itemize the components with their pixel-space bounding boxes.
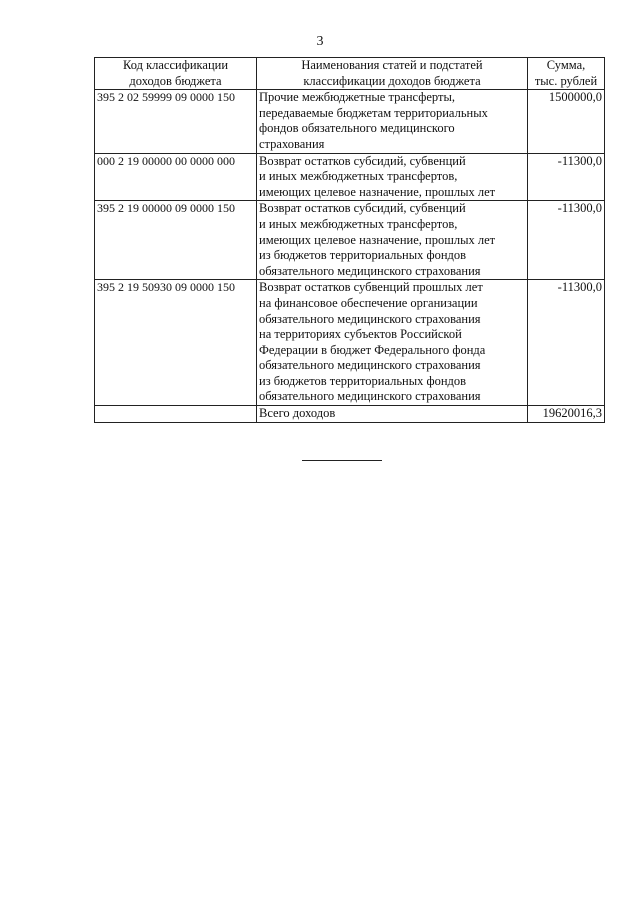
row-name xyxy=(257,153,528,201)
header-name xyxy=(257,58,528,90)
header-name-line: классификации доходов бюджета xyxy=(303,73,481,88)
row-code: 395 2 02 59999 09 0000 150 xyxy=(95,90,257,153)
header-code-line: Код классификации xyxy=(122,58,229,72)
row-name-line: на финансовое обеспечение организации xyxy=(259,295,478,310)
row-name-line: обязательного медицинского страхования xyxy=(259,389,481,404)
table-row xyxy=(95,153,605,201)
row-name-line: фондов обязательного медицинского xyxy=(259,121,455,136)
table-row xyxy=(95,201,605,280)
row-sum: -11300,0 xyxy=(528,153,605,201)
row-name-line: имеющих целевое назначение, прошлых лет xyxy=(259,232,496,247)
row-name-line: обязательного медицинского страхования xyxy=(259,358,481,373)
header-code xyxy=(95,58,257,90)
total-row xyxy=(95,406,605,423)
row-name-line: Возврат остатков субвенций прошлых лет xyxy=(259,280,483,295)
row-name-line: и иных межбюджетных трансфертов, xyxy=(259,169,458,184)
row-name-line: имеющих целевое назначение, прошлых лет xyxy=(259,184,496,199)
row-name xyxy=(257,280,528,406)
table-header-row xyxy=(95,58,605,90)
row-name-line: Федерации в бюджет Федерального фонда xyxy=(259,342,486,357)
header-sum-line: Сумма, xyxy=(546,58,586,72)
row-sum: -11300,0 xyxy=(528,201,605,280)
row-name-line: обязательного медицинского страхования xyxy=(259,311,481,326)
row-sum: -11300,0 xyxy=(528,280,605,406)
row-code: 395 2 19 50930 09 0000 150 xyxy=(95,280,257,406)
total-code-empty xyxy=(95,406,257,423)
row-name xyxy=(257,90,528,153)
row-name-line: и иных межбюджетных трансфертов, xyxy=(259,216,458,231)
budget-income-table xyxy=(94,57,605,423)
row-code: 395 2 19 00000 09 0000 150 xyxy=(95,201,257,280)
row-name xyxy=(257,201,528,280)
header-sum xyxy=(528,58,605,90)
row-name-line: из бюджетов территориальных фондов xyxy=(259,248,467,263)
total-sum: 19620016,3 xyxy=(528,406,605,423)
total-label: Всего доходов xyxy=(257,406,528,423)
header-code-line: доходов бюджета xyxy=(129,73,222,88)
row-name-line: передаваемые бюджетам территориальных xyxy=(259,105,488,120)
row-name-line: обязательного медицинского страхования xyxy=(259,263,481,278)
row-name-line: на территориях субъектов Российской xyxy=(259,327,462,342)
table-row xyxy=(95,280,605,406)
row-name-line: Возврат остатков субсидий, субвенций xyxy=(259,201,466,216)
row-name-line: Прочие межбюджетные трансферты, xyxy=(259,90,455,105)
header-sum-line: тыс. рублей xyxy=(534,73,598,88)
row-name-line: из бюджетов территориальных фондов xyxy=(259,373,467,388)
table-row xyxy=(95,90,605,153)
row-name-line: Возврат остатков субсидий, субвенций xyxy=(259,153,466,168)
row-sum: 1500000,0 xyxy=(528,90,605,153)
row-name-line: страхования xyxy=(259,136,325,151)
header-name-line: Наименования статей и подстатей xyxy=(301,58,483,72)
page-number: 3 xyxy=(316,34,324,49)
row-code: 000 2 19 00000 00 0000 000 xyxy=(95,153,257,201)
end-separator-line xyxy=(302,460,382,461)
